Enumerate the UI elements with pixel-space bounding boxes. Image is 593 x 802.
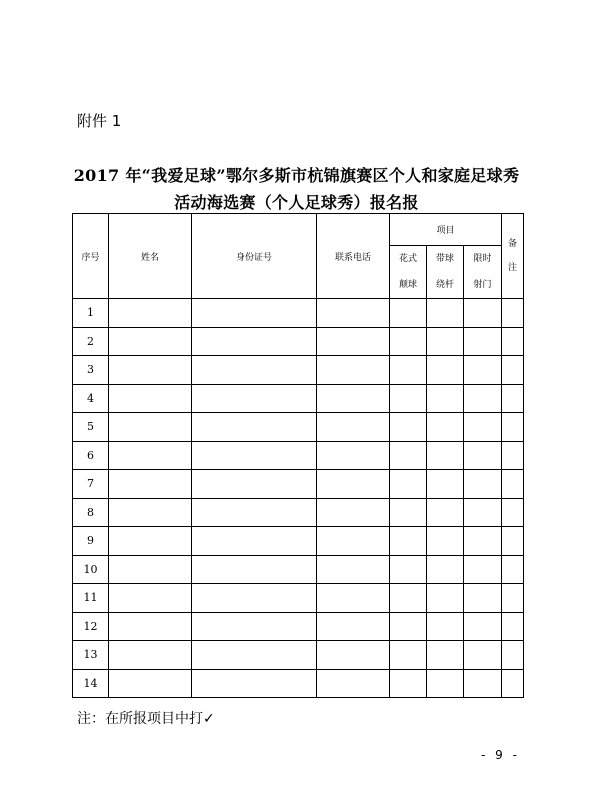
dribbling-cell[interactable] — [427, 441, 464, 470]
remarks-cell[interactable] — [502, 555, 524, 584]
seq-cell: 7 — [73, 470, 109, 499]
name-cell[interactable] — [109, 498, 192, 527]
timed-shooting-cell[interactable] — [464, 384, 502, 413]
id-number-cell[interactable] — [192, 612, 317, 641]
table-row — [73, 612, 524, 641]
name-cell[interactable] — [109, 669, 192, 698]
table-row — [73, 327, 524, 356]
timed-shooting-cell[interactable] — [464, 413, 502, 442]
remarks-cell[interactable] — [502, 384, 524, 413]
id-number-cell[interactable] — [192, 584, 317, 613]
name-cell[interactable] — [109, 441, 192, 470]
timed-shooting-cell[interactable] — [464, 470, 502, 499]
timed-shooting-cell[interactable] — [464, 669, 502, 698]
header-event-dribbling — [427, 246, 464, 299]
header-remarks-top: 备 — [508, 239, 518, 249]
name-cell[interactable] — [109, 356, 192, 385]
table-row — [73, 555, 524, 584]
seq-cell: 4 — [73, 384, 109, 413]
event-label-line-1: 限时 — [473, 254, 492, 264]
phone-cell[interactable] — [317, 441, 390, 470]
id-number-cell[interactable] — [192, 555, 317, 584]
dribbling-cell[interactable] — [427, 356, 464, 385]
header-remarks-bottom: 注 — [508, 263, 518, 273]
timed-shooting-cell[interactable] — [464, 555, 502, 584]
attachment-label: 附件 1 — [77, 112, 122, 130]
id-number-cell[interactable] — [192, 669, 317, 698]
timed-shooting-cell[interactable] — [464, 498, 502, 527]
dribbling-cell[interactable] — [427, 641, 464, 670]
name-cell[interactable] — [109, 555, 192, 584]
dribbling-cell[interactable] — [427, 527, 464, 556]
timed-shooting-cell[interactable] — [464, 441, 502, 470]
remarks-cell[interactable] — [502, 299, 524, 328]
name-cell[interactable] — [109, 384, 192, 413]
name-cell[interactable] — [109, 327, 192, 356]
name-cell[interactable] — [109, 299, 192, 328]
event-label-line-2: 射门 — [473, 280, 492, 290]
table-row — [73, 470, 524, 499]
dribbling-cell[interactable] — [427, 299, 464, 328]
header-events-group: 项目 — [390, 214, 502, 246]
phone-cell[interactable] — [317, 299, 390, 328]
document-title-line-1: 2017 年“我爱足球”鄂尔多斯市杭锦旗赛区个人和家庭足球秀 — [73, 166, 520, 185]
dribbling-cell[interactable] — [427, 612, 464, 641]
seq-cell: 14 — [73, 669, 109, 698]
table-row — [73, 384, 524, 413]
header-id-number: 身份证号 — [192, 214, 317, 299]
dribbling-cell[interactable] — [427, 669, 464, 698]
dribbling-cell[interactable] — [427, 384, 464, 413]
fancy-juggling-cell[interactable] — [390, 327, 427, 356]
timed-shooting-cell[interactable] — [464, 327, 502, 356]
id-number-cell[interactable] — [192, 356, 317, 385]
phone-cell[interactable] — [317, 669, 390, 698]
document-title-line-2: 活动海选赛（个人足球秀）报名报 — [174, 193, 419, 212]
fancy-juggling-cell[interactable] — [390, 669, 427, 698]
event-label-line-2: 颠球 — [398, 280, 417, 290]
registration-table — [72, 213, 524, 698]
header-event-fancy-juggling — [390, 246, 427, 299]
dribbling-cell[interactable] — [427, 555, 464, 584]
seq-cell: 12 — [73, 612, 109, 641]
dribbling-cell[interactable] — [427, 327, 464, 356]
table-row — [73, 584, 524, 613]
phone-cell[interactable] — [317, 641, 390, 670]
header-seq: 序号 — [73, 214, 109, 299]
name-cell[interactable] — [109, 527, 192, 556]
remarks-cell[interactable] — [502, 470, 524, 499]
name-cell[interactable] — [109, 470, 192, 499]
remarks-cell[interactable] — [502, 498, 524, 527]
fancy-juggling-cell[interactable] — [390, 470, 427, 499]
timed-shooting-cell[interactable] — [464, 299, 502, 328]
name-cell[interactable] — [109, 612, 192, 641]
phone-cell[interactable] — [317, 527, 390, 556]
remarks-cell[interactable] — [502, 584, 524, 613]
phone-cell[interactable] — [317, 327, 390, 356]
event-label-line-2: 绕杆 — [435, 280, 454, 290]
id-number-cell[interactable] — [192, 527, 317, 556]
fancy-juggling-cell[interactable] — [390, 641, 427, 670]
phone-cell[interactable] — [317, 356, 390, 385]
phone-cell[interactable] — [317, 413, 390, 442]
seq-cell: 5 — [73, 413, 109, 442]
dribbling-cell[interactable] — [427, 470, 464, 499]
header-remarks — [502, 214, 524, 299]
dribbling-cell[interactable] — [427, 498, 464, 527]
timed-shooting-cell[interactable] — [464, 641, 502, 670]
seq-cell: 8 — [73, 498, 109, 527]
seq-cell: 1 — [73, 299, 109, 328]
header-event-timed-shooting — [464, 246, 502, 299]
seq-cell: 13 — [73, 641, 109, 670]
fancy-juggling-cell[interactable] — [390, 413, 427, 442]
fancy-juggling-cell[interactable] — [390, 612, 427, 641]
timed-shooting-cell[interactable] — [464, 612, 502, 641]
fancy-juggling-cell[interactable] — [390, 527, 427, 556]
remarks-cell[interactable] — [502, 441, 524, 470]
id-number-cell[interactable] — [192, 384, 317, 413]
id-number-cell[interactable] — [192, 470, 317, 499]
timed-shooting-cell[interactable] — [464, 356, 502, 385]
name-cell[interactable] — [109, 641, 192, 670]
table-row — [73, 356, 524, 385]
phone-cell[interactable] — [317, 612, 390, 641]
table-row — [73, 299, 524, 328]
seq-cell: 3 — [73, 356, 109, 385]
seq-cell: 6 — [73, 441, 109, 470]
header-name: 姓名 — [109, 214, 192, 299]
remarks-cell[interactable] — [502, 612, 524, 641]
id-number-cell[interactable] — [192, 498, 317, 527]
name-cell[interactable] — [109, 584, 192, 613]
dribbling-cell[interactable] — [427, 584, 464, 613]
seq-cell: 9 — [73, 527, 109, 556]
phone-cell[interactable] — [317, 555, 390, 584]
id-number-cell[interactable] — [192, 641, 317, 670]
footnote: 注：在所报项目中打✓ — [77, 711, 215, 727]
phone-cell[interactable] — [317, 498, 390, 527]
dribbling-cell[interactable] — [427, 413, 464, 442]
fancy-juggling-cell[interactable] — [390, 299, 427, 328]
remarks-cell[interactable] — [502, 527, 524, 556]
event-label-line-1: 花式 — [398, 254, 417, 264]
phone-cell[interactable] — [317, 584, 390, 613]
remarks-cell[interactable] — [502, 356, 524, 385]
id-number-cell[interactable] — [192, 441, 317, 470]
table-row — [73, 498, 524, 527]
table-row — [73, 669, 524, 698]
fancy-juggling-cell[interactable] — [390, 384, 427, 413]
name-cell[interactable] — [109, 413, 192, 442]
table-row — [73, 527, 524, 556]
remarks-cell[interactable] — [502, 413, 524, 442]
timed-shooting-cell[interactable] — [464, 527, 502, 556]
seq-cell: 10 — [73, 555, 109, 584]
table-row — [73, 641, 524, 670]
table-row — [73, 413, 524, 442]
header-phone: 联系电话 — [317, 214, 390, 299]
fancy-juggling-cell[interactable] — [390, 498, 427, 527]
fancy-juggling-cell[interactable] — [390, 584, 427, 613]
seq-cell: 2 — [73, 327, 109, 356]
id-number-cell[interactable] — [192, 299, 317, 328]
remarks-cell[interactable] — [502, 669, 524, 698]
page-number: - 9 - — [481, 748, 520, 762]
phone-cell[interactable] — [317, 470, 390, 499]
remarks-cell[interactable] — [502, 641, 524, 670]
timed-shooting-cell[interactable] — [464, 584, 502, 613]
phone-cell[interactable] — [317, 384, 390, 413]
fancy-juggling-cell[interactable] — [390, 441, 427, 470]
seq-cell: 11 — [73, 584, 109, 613]
id-number-cell[interactable] — [192, 413, 317, 442]
table-row — [73, 441, 524, 470]
id-number-cell[interactable] — [192, 327, 317, 356]
remarks-cell[interactable] — [502, 327, 524, 356]
fancy-juggling-cell[interactable] — [390, 356, 427, 385]
event-label-line-1: 带球 — [435, 254, 454, 264]
fancy-juggling-cell[interactable] — [390, 555, 427, 584]
